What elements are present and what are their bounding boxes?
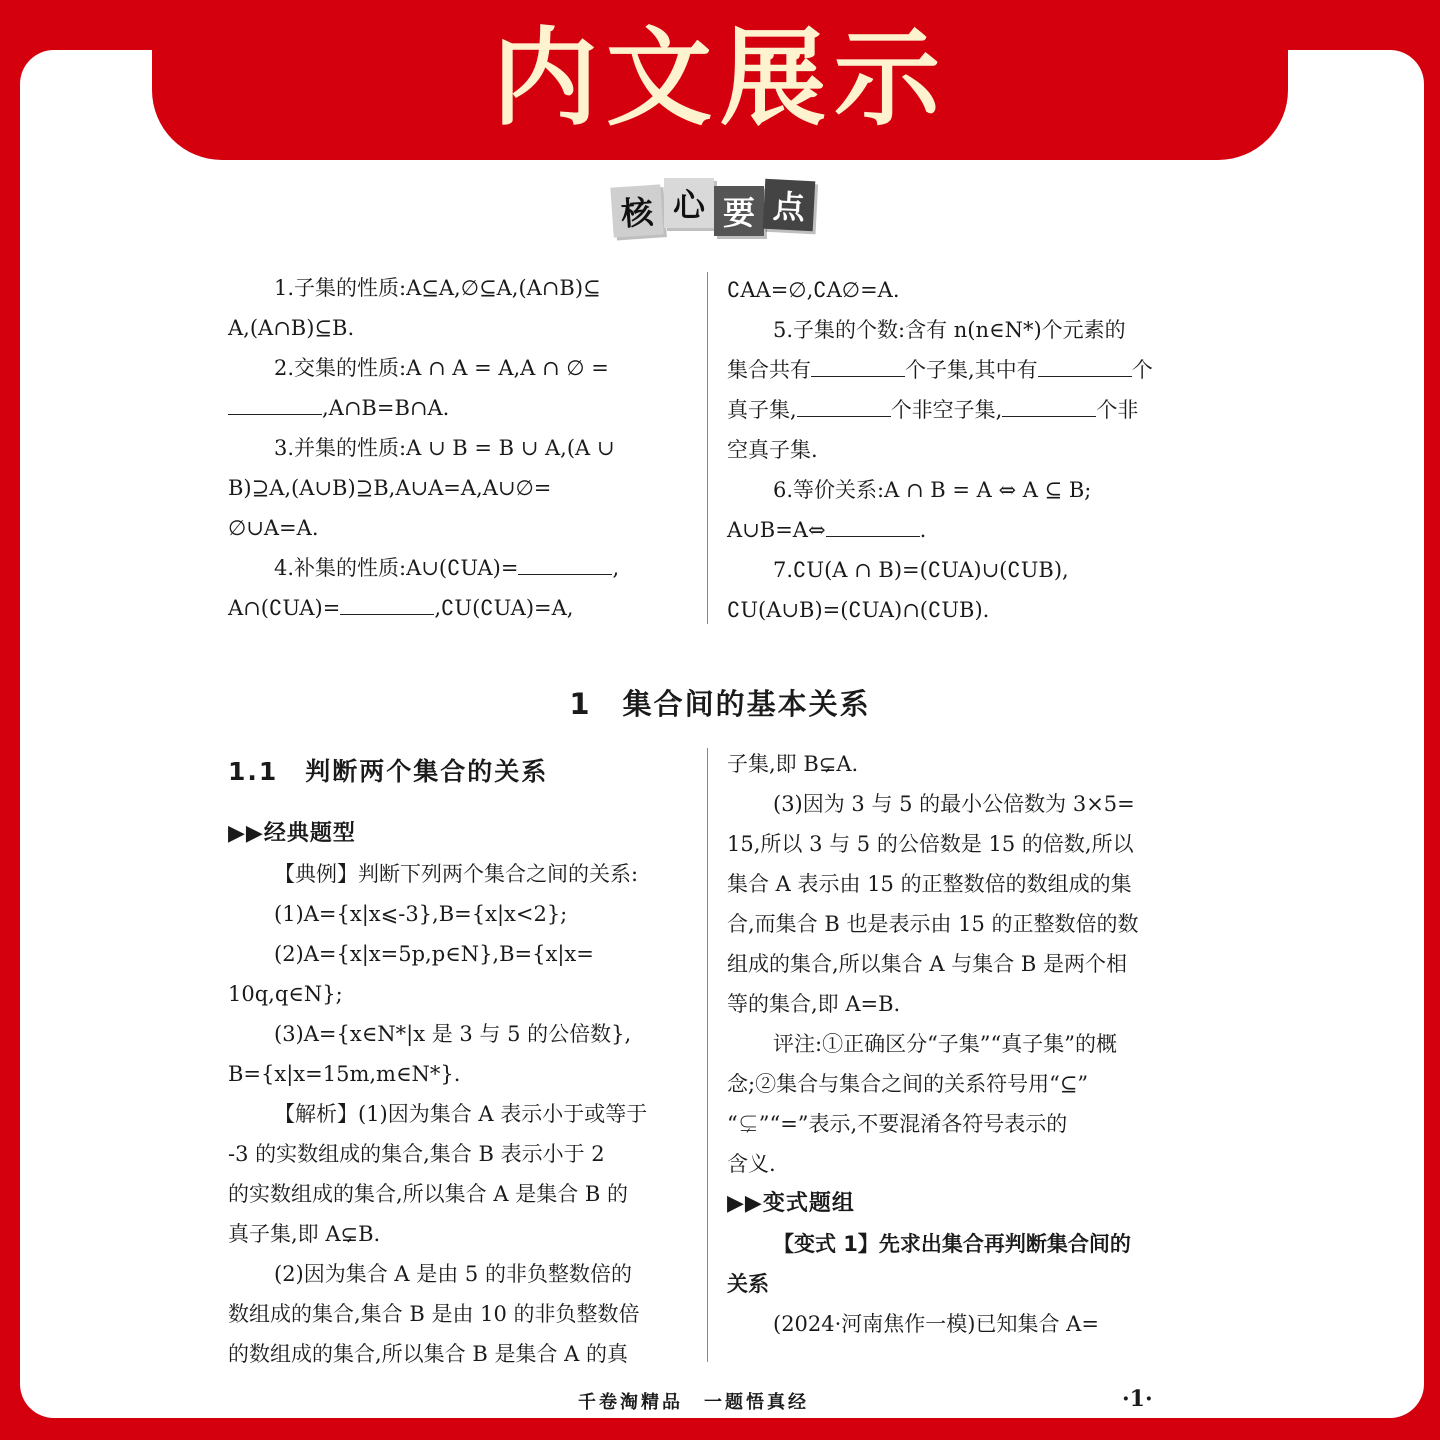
text-line: 评注:①正确区分“子集”“真子集”的概 — [773, 1032, 1118, 1056]
text-line: 2.交集的性质:A ∩ A = A,A ∩ ∅ = — [274, 356, 609, 380]
text-line: A∩(∁UA)= ,∁U(∁UA)=A, — [228, 588, 690, 628]
text-line: 数组成的集合,集合 B 是由 10 的非负整数倍 — [228, 1302, 640, 1326]
badge-tile: 点 — [763, 179, 816, 232]
text-line: 7.∁U(A ∩ B)=(∁UA)∪(∁UB), — [773, 558, 1069, 582]
body-right-column — [727, 744, 1189, 1344]
page-footer — [0, 1388, 1440, 1418]
text-line: (1)A={x|x⩽-3},B={x|x<2}; — [274, 902, 568, 926]
text-line: ∁U(A∪B)=(∁UA)∩(∁UB). — [727, 598, 990, 622]
text-line: (2)A={x|x=5p,p∈N},B={x|x= — [274, 942, 594, 966]
fill-blank — [797, 390, 891, 417]
text-line: 15,所以 3 与 5 的公倍数是 15 的倍数,所以 — [727, 832, 1134, 856]
text-line: 等的集合,即 A=B. — [727, 992, 901, 1016]
text-line: B)⊇A,(A∪B)⊇B,A∪A=A,A∪∅= — [228, 476, 552, 500]
badge-tile: 心 — [664, 178, 714, 228]
text-line: B={x|x=15m,m∈N*}. — [228, 1062, 461, 1086]
text-line: 念;②集合与集合之间的关系符号用“⊆” — [727, 1072, 1089, 1096]
text-line: 的实数组成的集合,所以集合 A 是集合 B 的 — [228, 1182, 628, 1206]
text-line: 【解析】(1)因为集合 A 表示小于或等于 — [274, 1102, 648, 1126]
text-line: -3 的实数组成的集合,集合 B 表示小于 2 — [228, 1142, 605, 1166]
text-line: A∪B=A⇔ . — [727, 510, 1189, 550]
text-line: 合,而集合 B 也是表示由 15 的正整数倍的数 — [727, 912, 1139, 936]
text-line: 含义. — [727, 1152, 776, 1176]
text-line: 真子集,即 A⊊B. — [228, 1222, 381, 1246]
fill-blank — [811, 350, 905, 377]
banner-title: 内文展示 — [492, 17, 948, 140]
text-line: 【变式 1】先求出集合再判断集合间的 — [773, 1232, 1131, 1256]
text-line: 5.子集的个数:含有 n(n∈N*)个元素的 — [773, 318, 1126, 342]
text-line: 的数组成的集合,所以集合 B 是集合 A 的真 — [228, 1342, 628, 1366]
body-left-column — [228, 814, 690, 1374]
fill-blank — [1038, 350, 1132, 377]
text-line: 组成的集合,所以集合 A 与集合 B 是两个相 — [727, 952, 1127, 976]
fill-blank — [826, 510, 920, 537]
column-divider — [707, 272, 708, 624]
text-line: 4.补集的性质:A∪(∁UA)= , — [228, 548, 690, 588]
heading-variants: ▶▶变式题组 — [727, 1191, 855, 1216]
fill-blank — [1002, 390, 1096, 417]
text-line: 1.子集的性质:A⊆A,∅⊆A,(A∩B)⊆ — [274, 276, 601, 300]
core-points-badge — [612, 178, 822, 242]
page-number: ·1· — [1122, 1386, 1153, 1412]
badge-tile: 核 — [610, 184, 663, 237]
text-line: 子集,即 B⊊A. — [727, 752, 859, 776]
text-line: 【典例】判断下列两个集合之间的关系: — [274, 862, 639, 886]
fill-blank — [518, 548, 612, 575]
column-divider — [707, 748, 708, 1362]
text-line: 3.并集的性质:A ∪ B = B ∪ A,(A ∪ — [274, 436, 615, 460]
core-left-column — [228, 268, 690, 628]
text-line: 空真子集. — [727, 438, 818, 462]
fill-blank — [340, 588, 434, 615]
text-line: (3)A={x∈N*|x 是 3 与 5 的公倍数}, — [274, 1022, 632, 1046]
text-line: A,(A∩B)⊆B. — [228, 316, 355, 340]
footer-slogan: 千卷淘精品 一题悟真经 — [578, 1392, 809, 1413]
text-line: ∅∪A=A. — [228, 516, 319, 540]
text-line: “⊊”“=”表示,不要混淆各符号表示的 — [727, 1112, 1068, 1136]
text-line: 6.等价关系:A ∩ B = A ⇔ A ⊆ B; — [773, 478, 1092, 502]
text-line: 关系 — [727, 1272, 769, 1296]
text-line: (2024·河南焦作一模)已知集合 A= — [773, 1312, 1099, 1336]
fill-blank — [228, 388, 322, 415]
text-line: 集合 A 表示由 15 的正整数倍的数组成的集 — [727, 872, 1132, 896]
heading-classic: ▶▶经典题型 — [228, 821, 356, 846]
text-line: (3)因为 3 与 5 的最小公倍数为 3×5= — [773, 792, 1135, 816]
subsection-title: 1.1 判断两个集合的关系 — [228, 757, 549, 786]
text-line: 10q,q∈N}; — [228, 982, 343, 1006]
text-line: ∁AA=∅,∁A∅=A. — [727, 278, 900, 302]
badge-tile: 要 — [714, 186, 764, 236]
core-right-column — [727, 270, 1189, 630]
section-title: 1 集合间的基本关系 — [569, 687, 871, 721]
text-line: 集合共有 个子集,其中有 个 — [727, 350, 1189, 390]
text-line: ,A∩B=B∩A. — [228, 388, 690, 428]
text-line: 真子集, 个非空子集, 个非 — [727, 390, 1189, 430]
text-line: (2)因为集合 A 是由 5 的非负整数倍的 — [274, 1262, 632, 1286]
